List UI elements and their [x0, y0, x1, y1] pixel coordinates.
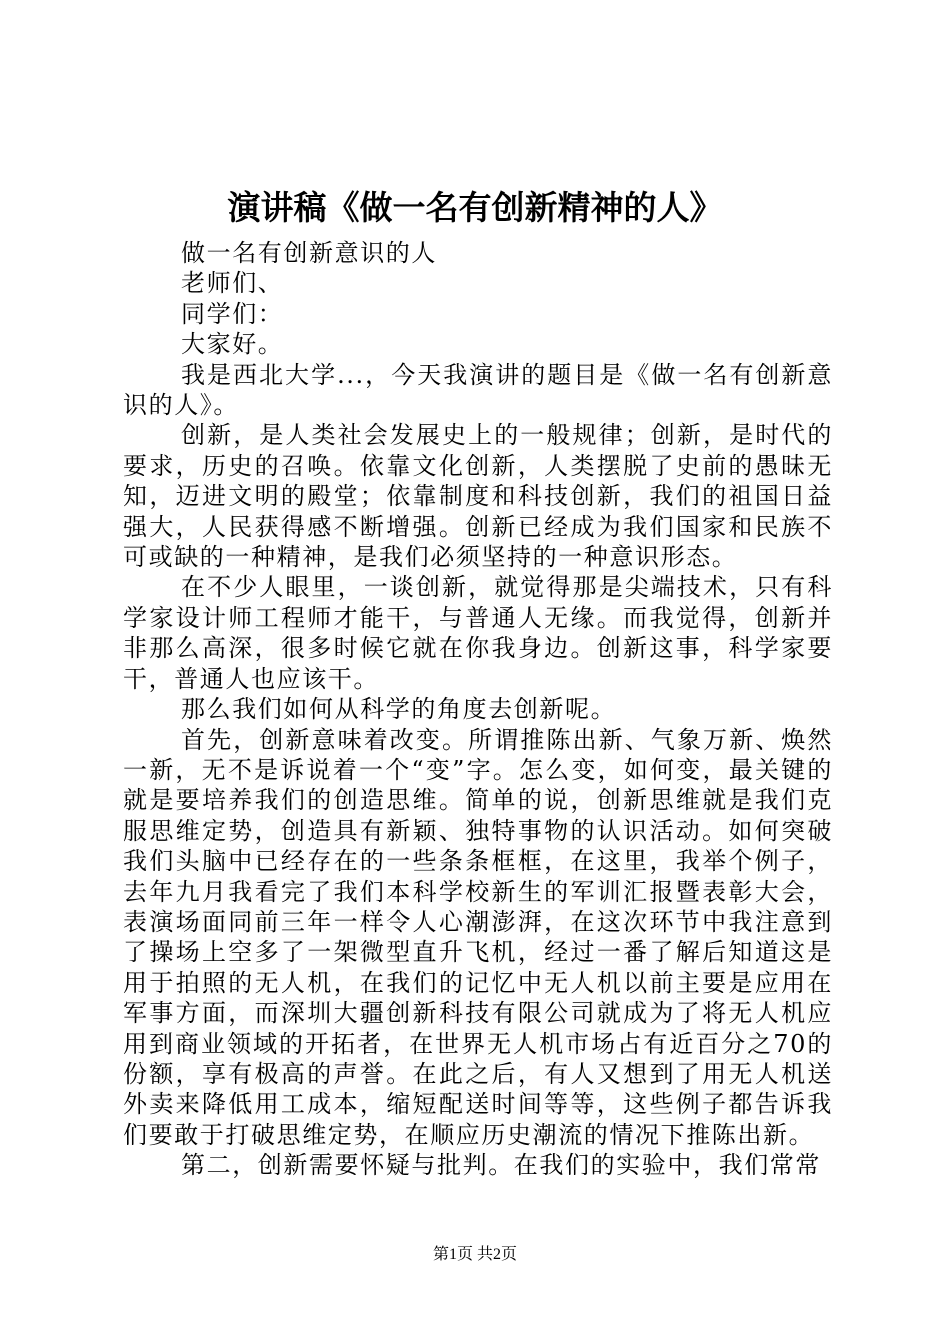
page-footer: 第1页 共2页 [432, 1246, 517, 1263]
paragraph-salutation-teachers: 老师们、 [181, 269, 284, 298]
paragraph-salutation-students: 同学们： [181, 299, 284, 328]
paragraph-subtitle: 做一名有创新意识的人 [181, 239, 437, 267]
paragraph-greeting: 大家好。 [181, 330, 284, 359]
paragraph-second-point: 第二，创新需要怀疑与批判。在我们的实验中，我们常常 [181, 1151, 821, 1180]
paragraph-introduction: 我是西北大学...，今天我演讲的题目是《做一名有创新意识的人》。 [123, 360, 833, 420]
paragraph-question: 那么我们如何从科学的角度去创新呢。 [181, 695, 617, 724]
paragraph-first-point: 首先，创新意味着改变。所谓推陈出新、气象万新、焕然一新，无不是诉说着一个“变”字。怎么变，如何变，最关键的就是要培养我们的创造思维。简单的说，创新思维就是我们克服思维定势，创造具有新颖、独特事物的认识活动。如何突破我们头脑中已经存在的一些条条框框，在这里，我举个例子，去年九月我看完了我们本科学校新生的军训汇报暨表彰大会，表演场面同前三年一样令人心潮澎湃，在这次环节中我注意到了操场上空多了一架微型直升飞机，经过一番了解后知道这是用于拍照的无人机，在我们的记忆中无人机以前主要是应用在军事方面，而深圳大疆创新科技有限公司就成为了将无人机应用到商业领域的开拓者，在世界无人机市场占有近百分之70的份额，享有极高的声誉。在此之后，有人又想到了用无人机送外卖来降低用工成本，缩短配送时间等等，这些例子都告诉我们要敢于打破思维定势，在顺应历史潮流的情况下推陈出新。 [123, 725, 833, 1149]
document-title: 演讲稿《做一名有创新精神的人》 [227, 188, 723, 227]
paragraph-innovation-law: 创新，是人类社会发展史上的一般规律；创新，是时代的要求，历史的召唤。依靠文化创新，人类摆脱了史前的愚昧无知，迈进文明的殿堂；依靠制度和科技创新，我们的祖国日益强大，人民获得感不断增强。创新已经成为我们国家和民族不可或缺的一种精神，是我们必须坚持的一种意识形态。 [123, 421, 833, 572]
document-body [123, 238, 833, 1181]
paragraph-innovation-everyone: 在不少人眼里，一谈创新，就觉得那是尖端技术，只有科学家设计师工程师才能干，与普通人无缘。而我觉得，创新并非那么高深，很多时候它就在你我身边。创新这事，科学家要干，普通人也应该干。 [123, 573, 833, 693]
